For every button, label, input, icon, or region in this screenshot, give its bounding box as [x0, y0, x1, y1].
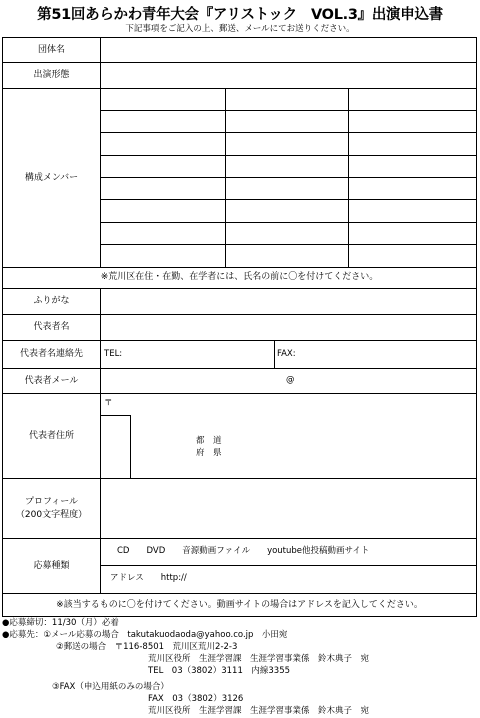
bottom-note: ※該当するものに〇を付けてください。動画サイトの場合はアドレスを記入してください。: [56, 600, 423, 610]
entry-options[interactable]: CD DVD 音源動画ファイル youtube他投稿動画サイト: [117, 546, 370, 556]
destination-mail-line3: TEL 03（3802）3111 内線3355: [148, 666, 291, 676]
destination-fax-line2: FAX 03（3802）3126: [148, 694, 244, 704]
furigana-label: ふりがな: [3, 289, 101, 314]
entry-type-divider: [101, 565, 476, 566]
profile-label: [3, 479, 101, 538]
tel-label[interactable]: TEL:: [104, 349, 123, 359]
destination-mail-line2: 荒川区役所 生涯学習課 生涯学習事業係 鈴木典子 宛: [148, 654, 370, 664]
members-note: ※荒川区在住・在勤、在学者には、氏名の前に〇を付けてください。: [100, 272, 379, 282]
row-divider: [3, 267, 476, 268]
email-at-mark[interactable]: @: [286, 375, 295, 385]
row-divider: [3, 593, 476, 594]
performance-type-label: 出演形態: [3, 63, 101, 88]
video-address-field[interactable]: アドレス http://: [110, 573, 187, 583]
address-inner-line: [130, 415, 131, 478]
members-grid-line: [101, 199, 476, 200]
destination-fax-line1: ③FAX（申込用紙のみの場合）: [52, 682, 169, 692]
application-form: [2, 37, 477, 617]
furigana-field[interactable]: [102, 290, 475, 313]
representative-field[interactable]: [102, 316, 475, 339]
members-grid-line: [101, 177, 476, 178]
prefecture-line2: 府 県: [196, 448, 222, 458]
rep-address-label: 代表者住所: [3, 394, 101, 478]
destination-fax-line3: 荒川区役所 生涯学習課 生涯学習事業係 鈴木典子 宛: [148, 706, 370, 716]
prefecture-line1: 都 道: [196, 436, 222, 446]
group-name-label: 団体名: [3, 38, 101, 62]
members-grid-line: [101, 110, 476, 111]
members-grid-line: [101, 244, 476, 245]
entry-type-label: 応募種類: [3, 539, 101, 593]
members-grid-line: [101, 222, 476, 223]
rep-contact-label: 代表者名連絡先: [3, 341, 101, 368]
group-name-field[interactable]: [102, 39, 475, 61]
performance-type-field[interactable]: [102, 64, 475, 87]
destination-mail-line1: ②郵送の場合 〒116-8501 荒川区荒川2-2-3: [56, 642, 238, 652]
profile-field[interactable]: [102, 480, 475, 537]
fax-label[interactable]: FAX:: [277, 349, 296, 359]
members-grid-line: [101, 155, 476, 156]
destination-email: ●応募先：①メール応募の場合 takutakuodaoda@yahoo.co.jp 小田宛: [2, 630, 288, 640]
form-title: 第51回あらかわ青年大会『アリストック VOL.3』出演申込書: [37, 7, 443, 23]
rep-email-label: 代表者メール: [3, 369, 101, 393]
representative-label: 代表者名: [3, 315, 101, 340]
address-inner-line: [101, 415, 131, 416]
form-subtitle: 下記事項をご記入の上、郵送、メールにてお送りください。: [125, 24, 355, 34]
contact-divider: [274, 340, 275, 368]
profile-label-sub: （200文字程度）: [15, 509, 88, 520]
deadline: ●応募締切：11/30（月）必着: [2, 618, 119, 628]
members-grid-line: [101, 132, 476, 133]
profile-label-main: プロフィール: [24, 497, 79, 508]
postal-mark: 〒: [104, 398, 113, 408]
members-label: 構成メンバー: [3, 89, 101, 267]
